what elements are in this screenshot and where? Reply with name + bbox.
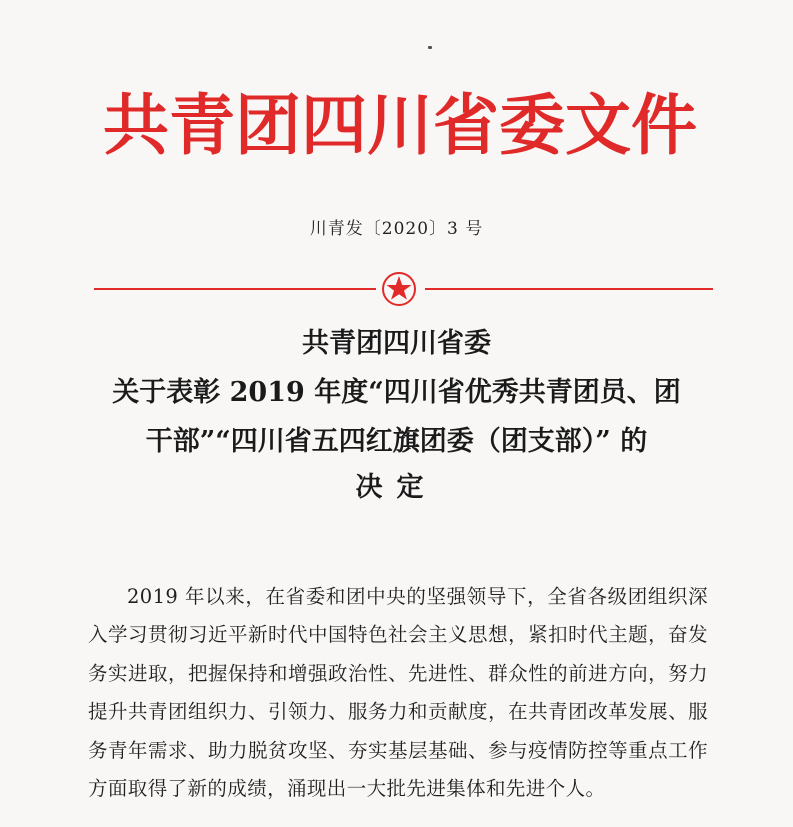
header-divider-right [425, 288, 713, 290]
decision-title-line-3: 干部”“四川省五四红旗团委（团支部）” 的 [145, 426, 648, 457]
scan-artifact [428, 46, 432, 49]
header-divider-left [94, 288, 376, 290]
decision-title-line-2: 关于表彰 2019 年度“四川省优秀共青团员、团 [112, 377, 681, 408]
decision-title-line-1: 共青团四川省委 [302, 328, 491, 359]
red-star-emblem-icon [381, 271, 417, 307]
decision-title-line-4: 决定 [355, 472, 438, 503]
document-number: 川青发〔2020〕3 号 [309, 219, 484, 239]
body-paragraph-1: 2019 年以来，在省委和团中央的坚强领导下，全省各级团组织深入学习贯彻习近平新时代中国特色社会主义思想，紧扣时代主题，奋发务实进取，把握保持和增强政治性、先进性、群众性的前进方向，努力提升共青团组织力、引领力、服务力和贡献度，在共青团改革发展、服务青年需求、助力脱贫攻坚、夯实基层基础、参与疫情防控等重点工作方面取得了新的成绩，涌现出一大批先进集体和先进个人。 [88, 584, 708, 800]
document-header-title: 共青团四川省委文件 [103, 86, 697, 164]
